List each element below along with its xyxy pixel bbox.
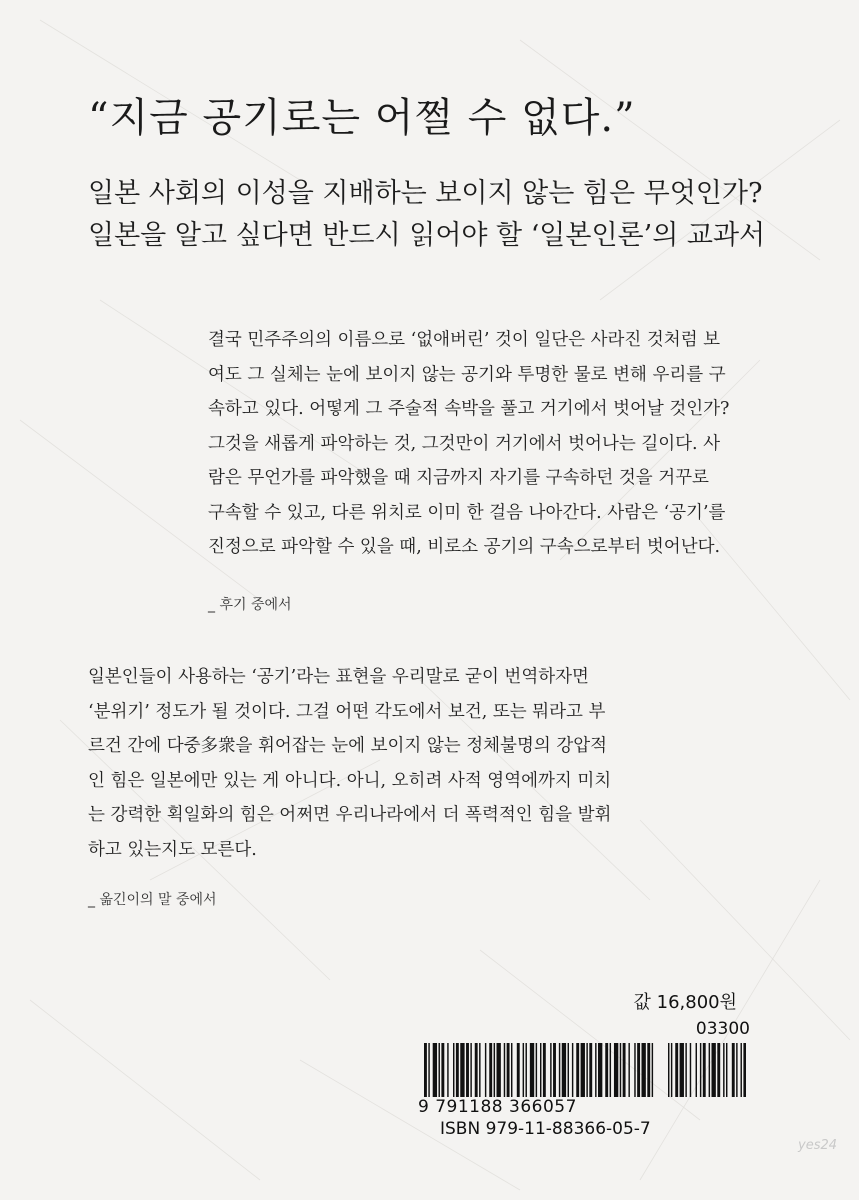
excerpt-line: 결국 민주주의의 이름으로 ‘없애버린’ 것이 일단은 사라진 것처럼 보 — [208, 330, 721, 350]
excerpt-line: 르건 간에 다중多衆을 휘어잡는 눈에 보이지 않는 정체불명의 강압적 — [88, 736, 608, 756]
excerpt-line: 하고 있는지도 모른다. — [88, 839, 257, 860]
excerpt-line: 일본인들이 사용하는 ‘공기’라는 표현을 우리말로 굳이 번역하자면 — [88, 667, 589, 687]
afterword-source: _ 후기 중에서 — [208, 597, 292, 613]
subtitle-line-1: 일본 사회의 이성을 지배하는 보이지 않는 힘은 무엇인가? — [88, 178, 763, 209]
excerpt-line: 구속할 수 있고, 다른 위치로 이미 한 걸음 나아간다. 사람은 ‘공기’를 — [208, 502, 726, 523]
excerpt-line: 람은 무언가를 파악했을 때 지금까지 자기를 구속하던 것을 거꾸로 — [208, 468, 709, 488]
excerpt-line: 인 힘은 일본에만 있는 게 아니다. 아니, 오히려 사적 영역에까지 미치 — [88, 770, 612, 791]
excerpt-line: 여도 그 실체는 눈에 보이지 않는 공기와 투명한 물로 변해 우리를 구 — [208, 364, 726, 385]
translator-source: _ 옮긴이의 말 중에서 — [88, 892, 217, 908]
barcode-bars-graphic — [424, 1043, 746, 1097]
barcode-addon-code: 03300 — [695, 1019, 750, 1039]
isbn-barcode — [418, 1019, 750, 1145]
watermark: yes24 — [798, 1138, 838, 1153]
translator-excerpt — [88, 660, 688, 867]
subtitle-line-2: 일본을 알고 싶다면 반드시 읽어야 할 ‘일본인론’의 교과서 — [88, 220, 766, 251]
isbn-number: ISBN 979-11-88366-05-7 — [440, 1119, 651, 1139]
excerpt-line: 는 강력한 획일화의 힘은 어쩌면 우리나라에서 더 폭력적인 힘을 발휘 — [88, 805, 612, 825]
price-label: 값 16,800원 — [633, 992, 737, 1013]
excerpt-line: ‘분위기’ 정도가 될 것이다. 그걸 어떤 각도에서 보건, 또는 뭐라고 부 — [88, 701, 606, 722]
excerpt-line: 진정으로 파악할 수 있을 때, 비로소 공기의 구속으로부터 벗어난다. — [208, 537, 721, 557]
excerpt-line: 속하고 있다. 어떻게 그 주술적 속박을 풀고 거기에서 벗어날 것인가? — [208, 399, 730, 419]
afterword-excerpt — [208, 323, 788, 565]
excerpt-line: 그것을 새롭게 파악하는 것, 그것만이 거기에서 벗어나는 길이다. 사 — [208, 433, 721, 454]
barcode-digits: 9 791188 366057 — [418, 1097, 577, 1117]
headline-quote: “지금 공기로는 어쩔 수 없다.” — [88, 95, 636, 141]
